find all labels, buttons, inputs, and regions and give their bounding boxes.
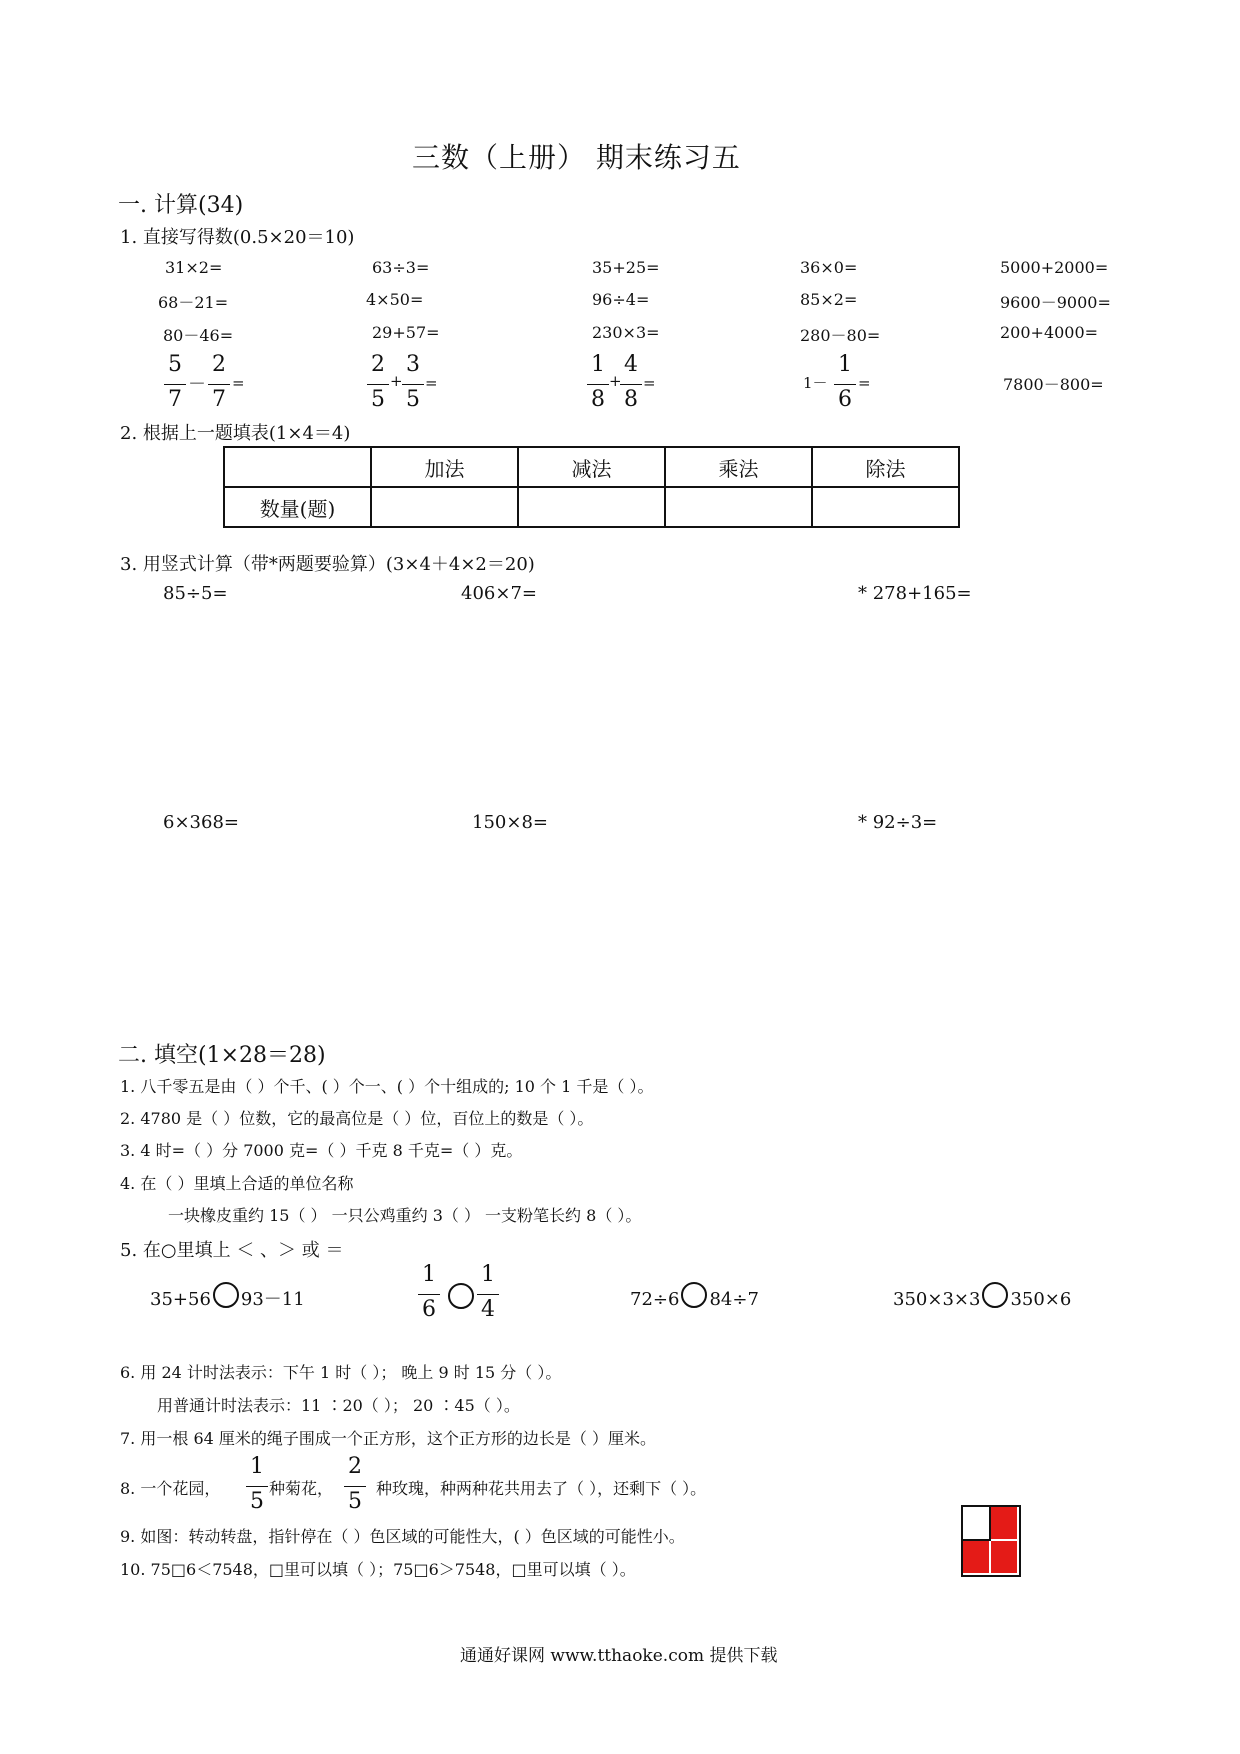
fill-blank-line: 1. 八千零五是由（ ）个千、( ）个一、( ）个十组成的; 10 个 1 千是（ ）。 bbox=[120, 1077, 654, 1096]
operator: 1－ bbox=[803, 374, 828, 392]
mental-math-item: 29+57= bbox=[372, 323, 440, 342]
compare-circle[interactable] bbox=[213, 1282, 239, 1308]
answer-cell[interactable] bbox=[812, 487, 959, 527]
table-row-label: 数量(题) bbox=[224, 487, 371, 527]
mental-math-item: 31×2= bbox=[165, 258, 223, 277]
compare-circle[interactable] bbox=[446, 1283, 476, 1310]
fill-blank-line-prefix: 8. 一个花园， bbox=[120, 1479, 221, 1498]
vertical-calc-item: 85÷5= bbox=[163, 583, 228, 604]
fraction: 4 8 bbox=[620, 354, 642, 417]
comparison-right: 93－11 bbox=[240, 1289, 305, 1310]
fraction: 1 4 bbox=[477, 1264, 499, 1327]
fraction: 2 5 bbox=[344, 1456, 366, 1519]
fraction: 2 7 bbox=[208, 354, 230, 417]
vertical-calc-item: 150×8= bbox=[472, 812, 548, 833]
vertical-calc-item: 406×7= bbox=[461, 583, 537, 604]
mental-math-item: 36×0= bbox=[800, 258, 858, 277]
table-header: 乘法 bbox=[665, 447, 812, 487]
section-1-heading: 一. 计算(34) bbox=[118, 193, 244, 218]
mental-math-item: 96÷4= bbox=[592, 290, 650, 309]
spinner-red-quadrant bbox=[991, 1507, 1017, 1541]
fraction: 1 8 bbox=[587, 354, 609, 417]
answer-cell[interactable] bbox=[371, 487, 518, 527]
section-2-heading: 二. 填空(1×28＝28) bbox=[118, 1043, 326, 1068]
table-header: 加法 bbox=[371, 447, 518, 487]
fill-blank-line: 6. 用 24 计时法表示：下午 1 时（ ）； 晚上 9 时 15 分（ ）。 bbox=[120, 1363, 562, 1382]
fill-in-table bbox=[223, 446, 960, 528]
fraction: 5 7 bbox=[164, 354, 186, 417]
mental-math-item: 230×3= bbox=[592, 323, 660, 342]
fill-blank-line-suffix: 种玫瑰，种两种花共用去了（ ），还剩下（ ）。 bbox=[376, 1479, 707, 1498]
operator: － bbox=[188, 374, 206, 395]
compare-circle[interactable] bbox=[681, 1282, 707, 1308]
page-title: 三数（上册） 期末练习五 bbox=[412, 141, 741, 174]
comparison-item bbox=[893, 1282, 1071, 1310]
comparison-left: 72÷6 bbox=[630, 1289, 680, 1310]
question-1-3: 3. 用竖式计算（带*两题要验算）(3×4＋4×2＝20) bbox=[120, 554, 535, 575]
mental-math-item: 35+25= bbox=[592, 258, 660, 277]
spinner-white-quadrant bbox=[963, 1507, 991, 1541]
fill-blank-line: 一块橡皮重约 15（ ） 一只公鸡重约 3（ ） 一支粉笔长约 8（ ）。 bbox=[168, 1206, 642, 1225]
table-header: 减法 bbox=[518, 447, 665, 487]
fraction: 2 5 bbox=[367, 354, 389, 417]
vertical-calc-item: * 92÷3= bbox=[858, 812, 938, 833]
equals-sign: = bbox=[425, 374, 438, 392]
mental-math-item: 80－46= bbox=[163, 326, 234, 345]
vertical-calc-item: * 278+165= bbox=[858, 583, 972, 604]
fraction: 3 5 bbox=[402, 354, 424, 417]
equals-sign: = bbox=[643, 374, 656, 392]
fraction: 1 5 bbox=[246, 1456, 268, 1519]
footer-text: 通通好课网 www.tthaoke.com 提供下载 bbox=[460, 1646, 778, 1666]
mental-math-item: 68－21= bbox=[158, 293, 229, 312]
mental-math-item: 85×2= bbox=[800, 290, 858, 309]
mental-math-item: 280－80= bbox=[800, 326, 881, 345]
fill-blank-line: 9. 如图：转动转盘，指针停在（ ）色区域的可能性大，( ）色区域的可能性小。 bbox=[120, 1527, 685, 1546]
spinner-red-quadrant bbox=[963, 1541, 991, 1573]
mental-math-item: 5000+2000= bbox=[1000, 258, 1109, 277]
mental-math-item: 200+4000= bbox=[1000, 323, 1099, 342]
spinner-red-quadrant bbox=[991, 1541, 1017, 1573]
equals-sign: = bbox=[858, 374, 871, 392]
mental-math-item: 7800－800= bbox=[1003, 375, 1104, 394]
fill-blank-line: 7. 用一根 64 厘米的绳子围成一个正方形，这个正方形的边长是（ ）厘米。 bbox=[120, 1429, 656, 1448]
fraction: 1 6 bbox=[834, 354, 856, 417]
table-header: 除法 bbox=[812, 447, 959, 487]
comparison-left: 350×3×3 bbox=[893, 1289, 981, 1310]
operator: + bbox=[390, 372, 403, 390]
mental-math-item: 63÷3= bbox=[372, 258, 430, 277]
mental-math-item: 4×50= bbox=[366, 290, 424, 309]
fill-blank-line: 4. 在（ ）里填上合适的单位名称 bbox=[120, 1174, 354, 1193]
answer-cell[interactable] bbox=[518, 487, 665, 527]
fill-blank-line: 用普通计时法表示：11 ∶20（ ）； 20 ∶45（ ）。 bbox=[157, 1396, 520, 1415]
comparison-item bbox=[150, 1282, 305, 1311]
fill-blank-line: 5. 在○里填上 ＜ 、＞ 或 ＝ bbox=[120, 1240, 344, 1261]
answer-cell[interactable] bbox=[665, 487, 812, 527]
fraction: 1 6 bbox=[418, 1264, 440, 1327]
comparison-left: 35+56 bbox=[150, 1289, 211, 1310]
mental-math-item: 9600－9000= bbox=[1000, 293, 1111, 312]
equals-sign: = bbox=[232, 374, 245, 392]
comparison-item bbox=[630, 1282, 759, 1310]
fill-blank-line: 3. 4 时=（ ）分 7000 克=（ ）千克 8 千克=（ ）克。 bbox=[120, 1141, 523, 1160]
spinner-figure bbox=[961, 1505, 1021, 1577]
compare-circle[interactable] bbox=[982, 1282, 1008, 1308]
fill-blank-line: 10. 75□6＜7548，□里可以填（ ）；75□6＞7548，□里可以填（ ）。 bbox=[120, 1560, 636, 1579]
table-corner-cell bbox=[224, 447, 371, 487]
question-1-2: 2. 根据上一题填表(1×4＝4) bbox=[120, 423, 351, 444]
fill-blank-line-mid: 种菊花， bbox=[269, 1479, 334, 1498]
vertical-calc-item: 6×368= bbox=[163, 812, 239, 833]
comparison-right: 350×6 bbox=[1010, 1289, 1072, 1310]
operator: + bbox=[609, 372, 622, 390]
comparison-right: 84÷7 bbox=[709, 1289, 759, 1310]
question-1-1: 1. 直接写得数(0.5×20＝10) bbox=[120, 227, 355, 248]
fill-blank-line: 2. 4780 是（ ）位数，它的最高位是（ ）位，百位上的数是（ ）。 bbox=[120, 1109, 594, 1128]
